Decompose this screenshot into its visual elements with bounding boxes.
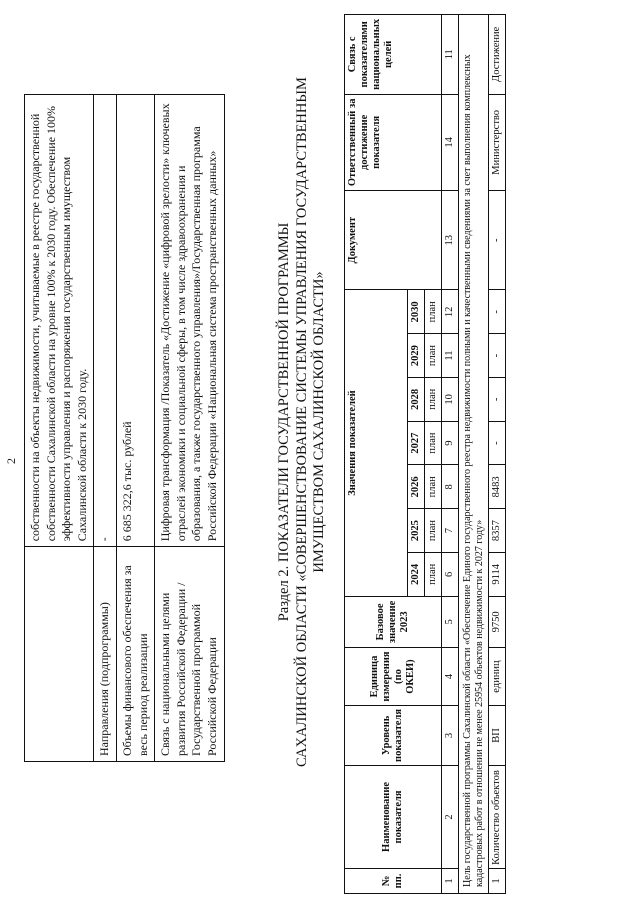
year-cell: 2024 — [408, 552, 425, 596]
passport-row — [155, 95, 224, 762]
table-row — [489, 15, 506, 894]
plan-cell: план — [425, 509, 442, 553]
year-cell: 2028 — [408, 377, 425, 421]
row-value: - — [489, 334, 506, 378]
year-cell: 2029 — [408, 334, 425, 378]
row-value: 9114 — [489, 552, 506, 596]
passport-value: 6 685 322,6 тыс. рублей — [116, 95, 154, 547]
column-number: 3 — [442, 705, 459, 765]
goal-row — [459, 15, 489, 894]
plan-cell: план — [425, 377, 442, 421]
year-cell: 2025 — [408, 509, 425, 553]
column-number: 1 — [442, 868, 459, 893]
passport-label: Направления (подпрограммы) — [94, 547, 117, 762]
passport-label: Объемы финансового обеспечения за весь период реализации — [116, 547, 154, 762]
column-number: 5 — [442, 596, 459, 647]
row-num: 1 — [489, 868, 506, 893]
passport-row — [94, 95, 117, 762]
column-number: 2 — [442, 765, 459, 868]
header-row — [345, 15, 408, 894]
passport-value: собственности на объекты недвижимости, учитываемые в реестре государственной собственности Сахалинской области на уровне 100% к 2030 году. Обеспечение 100% эффективности управления и распоряжения государственным имуществом Сахалинской области к 2030 году. — [25, 95, 94, 547]
row-level: ВП — [489, 705, 506, 765]
header-level: Уровень показателя — [345, 705, 442, 765]
row-value: - — [489, 421, 506, 465]
passport-value: Цифровая трансформация /Показатель «Достижение «цифровой зрелости» ключевых отраслей экономики и социальной сферы, в том числе здравоохранения и образования, а также государственного управления»/Государственная программа Российской Федерации «Национальная система пространственных данных» — [155, 95, 224, 547]
column-numbers-row — [442, 15, 459, 894]
indicators-table — [344, 14, 506, 894]
year-cell: 2027 — [408, 421, 425, 465]
row-base: 9750 — [489, 596, 506, 647]
column-number: 10 — [442, 377, 459, 421]
passport-table — [24, 94, 225, 762]
row-value: 8357 — [489, 509, 506, 553]
column-number: 13 — [442, 190, 459, 290]
column-number: 11 — [442, 334, 459, 378]
header-num: № пп. — [345, 868, 442, 893]
passport-value: - — [94, 95, 117, 547]
row-link: Достижение — [489, 15, 506, 95]
column-number: 6 — [442, 552, 459, 596]
plan-cell: план — [425, 290, 442, 334]
column-number: 4 — [442, 648, 459, 706]
row-responsible: Министерство — [489, 94, 506, 190]
row-value: - — [489, 377, 506, 421]
year-cell: 2026 — [408, 465, 425, 509]
page-number: 2 — [4, 458, 18, 464]
section-title — [276, 42, 329, 802]
section-title-line: САХАЛИНСКОЙ ОБЛАСТИ «СОВЕРШЕНСТВОВАНИЕ СИСТЕМЫ УПРАВЛЕНИЯ ГОСУДАРСТВЕННЫМ — [293, 77, 310, 767]
row-document: - — [489, 190, 506, 290]
goal-text: Цель государственной программы Сахалинской области «Обеспечение Единого государственного реестра недвижимости полными и качественными сведениями за счет выполнения комплексных кадастровых работ в отношении не менее 25954 объектов недвижимости к 2027 году» — [459, 15, 489, 894]
header-unit: Единица измерения (по ОКЕИ) — [345, 648, 442, 706]
plan-cell: план — [425, 552, 442, 596]
header-base: Базовое значение 2023 — [345, 596, 442, 647]
row-value: 8483 — [489, 465, 506, 509]
header-name: Наименование показателя — [345, 765, 442, 868]
column-number: 11 — [442, 15, 459, 95]
header-document: Документ — [345, 190, 442, 290]
plan-cell: план — [425, 421, 442, 465]
column-number: 8 — [442, 465, 459, 509]
column-number: 9 — [442, 421, 459, 465]
section-title-line: Раздел 2. ПОКАЗАТЕЛИ ГОСУДАРСТВЕННОЙ ПРОГРАММЫ — [276, 222, 292, 622]
passport-row — [25, 95, 94, 762]
row-unit: единиц — [489, 648, 506, 706]
column-number: 14 — [442, 94, 459, 190]
passport-label — [25, 547, 94, 762]
column-number: 7 — [442, 509, 459, 553]
row-name: Количество объектов — [489, 765, 506, 868]
passport-label: Связь с национальными целями развития Российской Федерации / Государственной программой Российской Федерации — [155, 547, 224, 762]
header-responsible: Ответственный за достижение показателя — [345, 94, 442, 190]
year-cell: 2030 — [408, 290, 425, 334]
column-number: 12 — [442, 290, 459, 334]
section-title-line: ИМУЩЕСТВОМ САХАЛИНСКОЙ ОБЛАСТИ» — [311, 271, 328, 573]
plan-cell: план — [425, 334, 442, 378]
header-link: Связь с показателями национальных целей — [345, 15, 442, 95]
row-value: - — [489, 290, 506, 334]
plan-cell: план — [425, 465, 442, 509]
passport-row — [116, 95, 154, 762]
header-values: Значения показателей — [345, 290, 408, 596]
